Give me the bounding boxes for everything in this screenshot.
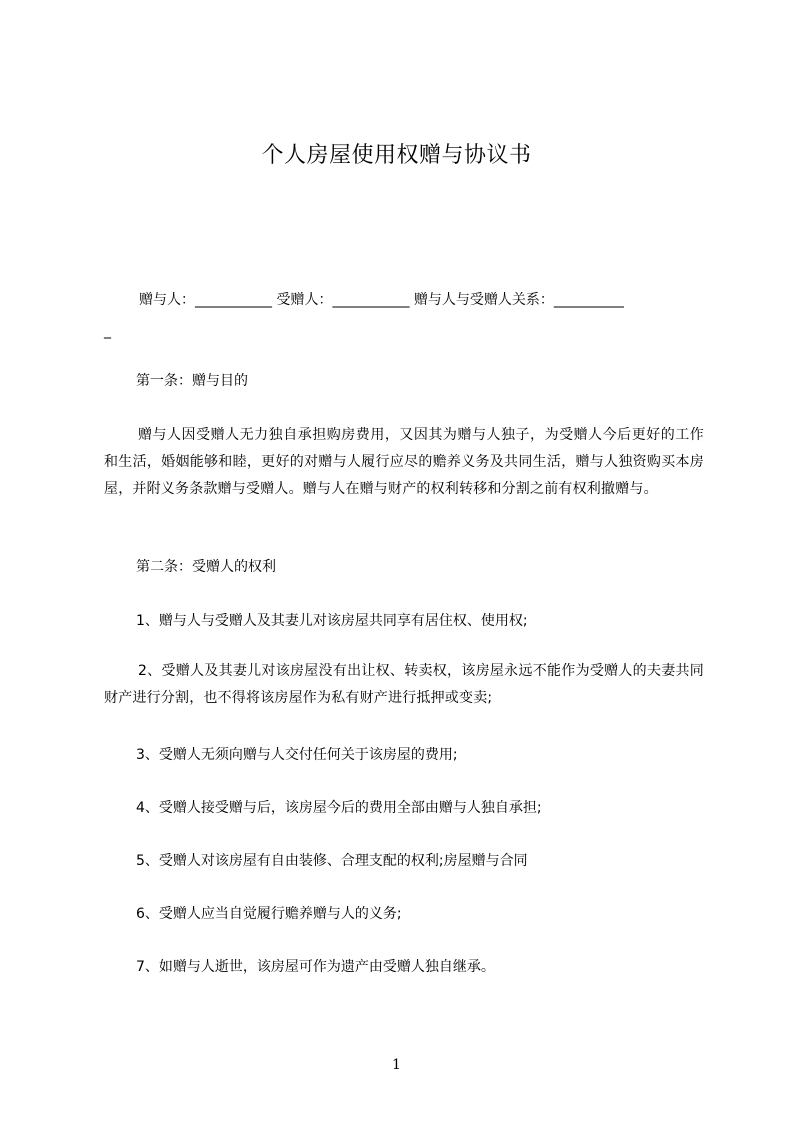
article-1-body: 赠与人因受赠人无力独自承担购房费用，又因其为赠与人独子，为受赠人今后更好的工作和生活，婚姻能够和睦，更好的对赠与人履行应尽的赡养义务及共同生活，赠与人独资购买本房屋，并附义务条款赠与受赠人。赠与人在赠与财产的权利转移和分割之前有权利撤赠与。	[104, 427, 704, 497]
article-2-item-3: 3、受赠人无须向赠与人交付任何关于该房屋的费用;	[136, 747, 458, 763]
article-2-item-7: 7、如赠与人逝世，该房屋可作为遗产由受赠人独自继承。	[136, 959, 495, 975]
article-2-item-1: 1、赠与人与受赠人及其妻儿对该房屋共同享有居住权、使用权;	[136, 613, 528, 629]
parties-line: 赠与人：___________ 受赠人：___________ 赠与人与受赠人关系：__________	[139, 292, 624, 308]
article-2-item-6: 6、受赠人应当自觉履行赡养赠与人的义务;	[136, 906, 402, 922]
article-2-item-2: 2、受赠人及其妻儿对该房屋没有出让权、转卖权，该房屋永远不能作为受赠人的夫妻共同财产进行分割，也不得将该房屋作为私有财产进行抵押或变卖;	[104, 663, 704, 706]
article-2-heading: 第二条：受赠人的权利	[136, 559, 276, 575]
article-1-heading: 第一条：赠与目的	[136, 373, 248, 389]
article-2-item-5: 5、受赠人对该房屋有自由装修、合理支配的权利;房屋赠与合同	[136, 853, 528, 869]
document-title: 个人房屋使用权赠与协议书	[261, 143, 532, 168]
parties-line-overflow: _	[104, 323, 111, 339]
page-number: 1	[392, 1057, 401, 1073]
article-2-item-4: 4、受赠人接受赠与后，该房屋今后的费用全部由赠与人独自承担;	[136, 800, 542, 816]
